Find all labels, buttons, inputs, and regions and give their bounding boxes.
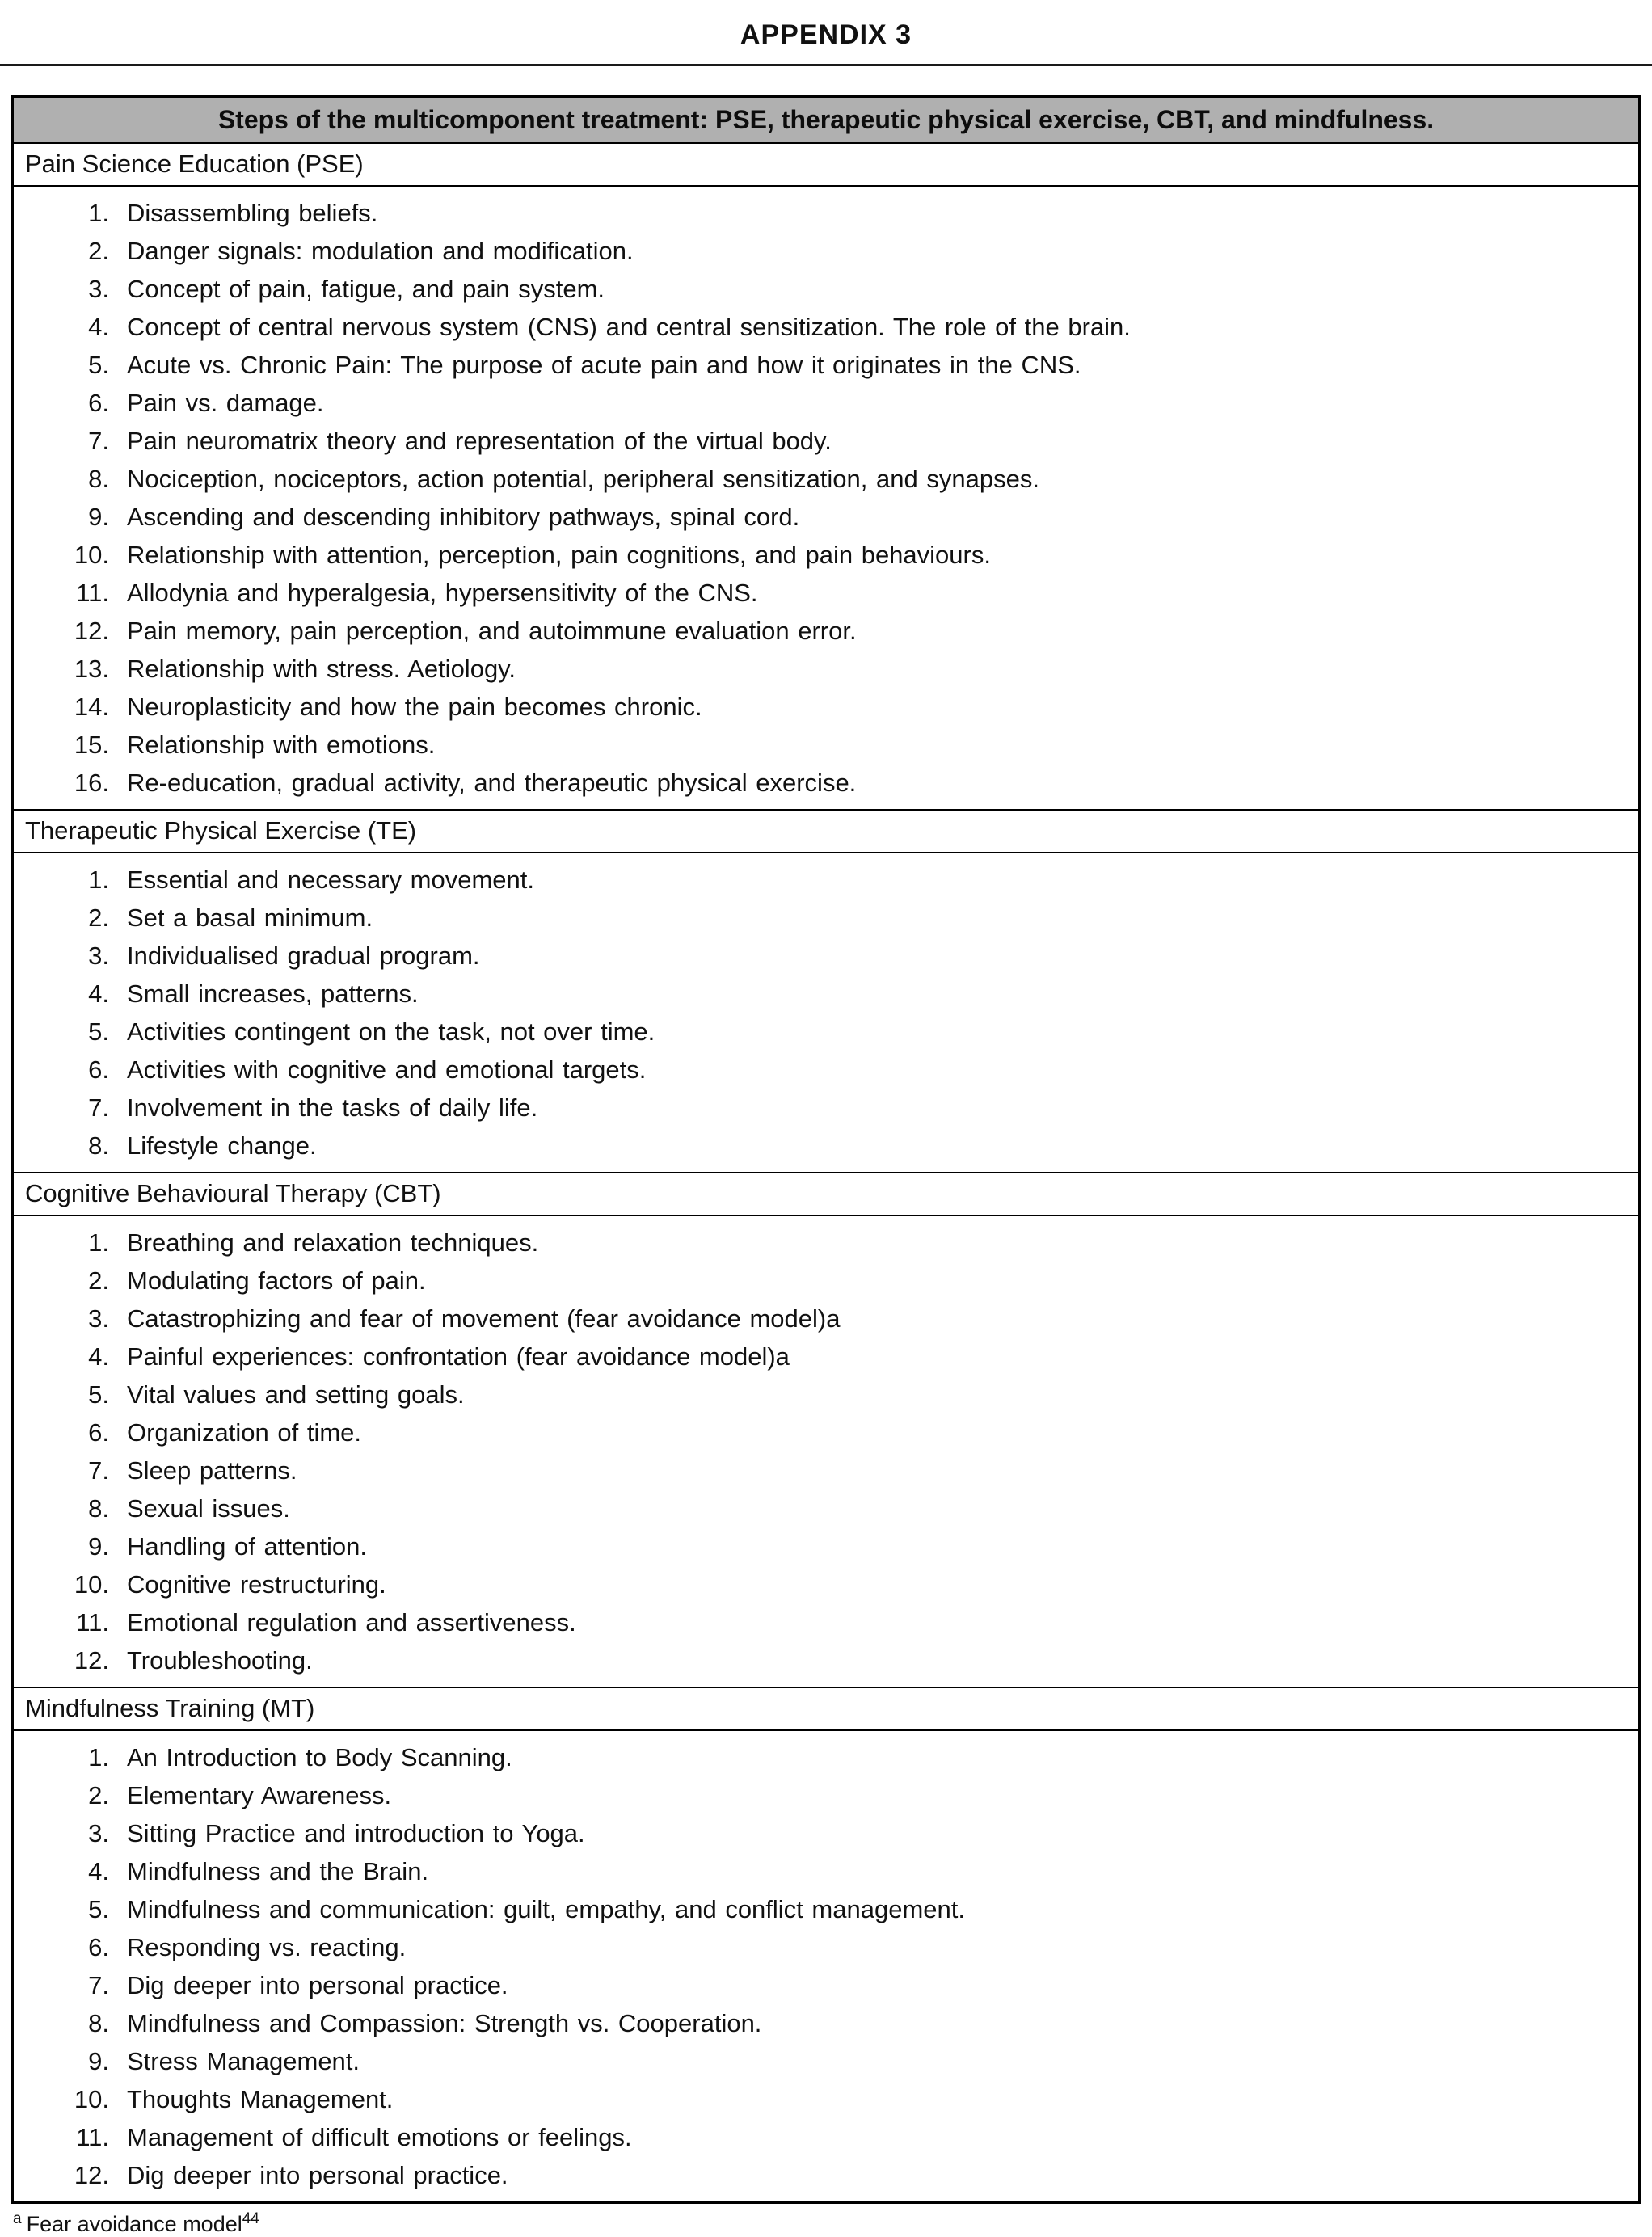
list-item-number: 12. [74,617,109,645]
list-item [14,764,1627,802]
list-item-number: 9. [88,503,109,531]
list-item [14,2080,1627,2118]
list-item-text: Activities contingent on the task, not over time. [127,1017,655,1046]
list-item-text: An Introduction to Body Scanning. [127,1743,512,1771]
section-item-list [14,187,1638,809]
list-item [14,688,1627,726]
list-item-number: 1. [88,199,109,227]
list-item-text: Catastrophizing and fear of movement (fear avoidance model)a [127,1304,841,1333]
list-item-text: Stress Management. [127,2047,360,2075]
footnote-citation: 44 [242,2210,259,2227]
list-item-number: 1. [88,866,109,894]
list-item [14,1300,1627,1338]
list-item-text: Ascending and descending inhibitory pathways, spinal cord. [127,503,800,531]
list-item-text: Relationship with attention, perception, pain cognitions, and pain behaviours. [127,541,991,569]
footnote-text: Fear avoidance model [26,2212,242,2236]
list-item [14,1375,1627,1413]
list-item [14,1814,1627,1852]
list-item-number: 13. [74,655,109,683]
list-item-text: Small increases, patterns. [127,979,419,1008]
list-item-number: 4. [88,1342,109,1371]
list-item-text: Mindfulness and communication: guilt, empathy, and conflict management. [127,1895,965,1923]
list-item-text: Set a basal minimum. [127,904,373,932]
list-item [14,270,1627,308]
list-item [14,1051,1627,1089]
list-item [14,1338,1627,1375]
list-item-number: 7. [88,1971,109,1999]
table-sections [14,144,1638,2201]
table-header: Steps of the multicomponent treatment: PSE, therapeutic physical exercise, CBT, and mindfulness. [14,98,1638,144]
list-item-number: 5. [88,1380,109,1409]
list-item-number: 11. [76,579,109,607]
list-item [14,1776,1627,1814]
list-item-text: Breathing and relaxation techniques. [127,1228,539,1257]
list-item-number: 12. [74,2161,109,2189]
list-item [14,1413,1627,1451]
list-item [14,2156,1627,2194]
list-item-text: Neuroplasticity and how the pain becomes chronic. [127,693,702,721]
list-item [14,937,1627,975]
list-item [14,650,1627,688]
list-item-text: Involvement in the tasks of daily life. [127,1093,538,1122]
list-item-number: 6. [88,1933,109,1961]
list-item-number: 6. [88,389,109,417]
list-item-text: Concept of pain, fatigue, and pain system. [127,275,605,303]
list-item [14,346,1627,384]
title-divider [0,64,1652,66]
section-item-list [14,1216,1638,1687]
list-item [14,2004,1627,2042]
list-item-text: Relationship with emotions. [127,731,436,759]
page-title: APPENDIX 3 [740,19,912,50]
section-title: Therapeutic Physical Exercise (TE) [14,809,1638,853]
list-item-text: Essential and necessary movement. [127,866,534,894]
list-item-number: 5. [88,351,109,379]
list-item [14,1089,1627,1127]
list-item [14,384,1627,422]
list-item [14,1890,1627,1928]
list-item-text: Concept of central nervous system (CNS) and central sensitization. The role of the brain. [127,313,1131,341]
list-item-text: Elementary Awareness. [127,1781,392,1809]
list-item-text: Mindfulness and Compassion: Strength vs. Cooperation. [127,2009,762,2037]
list-item-text: Nociception, nociceptors, action potential, peripheral sensitization, and synapses. [127,465,1039,493]
list-item-text: Emotional regulation and assertiveness. [127,1608,576,1637]
section-item-list [14,1731,1638,2201]
list-item-number: 10. [74,1570,109,1599]
list-item [14,2042,1627,2080]
section-item-list [14,853,1638,1172]
list-item-number: 1. [88,1743,109,1771]
list-item-number: 3. [88,942,109,970]
list-item [14,1852,1627,1890]
list-item-number: 1. [88,1228,109,1257]
list-item [14,1451,1627,1489]
list-item-text: Painful experiences: confrontation (fear avoidance model)a [127,1342,790,1371]
list-item-text: Organization of time. [127,1418,362,1447]
list-item-text: Re-education, gradual activity, and therapeutic physical exercise. [127,769,857,797]
list-item-text: Troubleshooting. [127,1646,313,1675]
treatment-steps-table [11,95,1641,2204]
list-item-number: 6. [88,1418,109,1447]
list-item [14,1013,1627,1051]
list-item-number: 3. [88,275,109,303]
list-item-text: Responding vs. reacting. [127,1933,407,1961]
list-item-number: 9. [88,2047,109,2075]
list-item-text: Lifestyle change. [127,1131,317,1160]
list-item [14,460,1627,498]
list-item-text: Activities with cognitive and emotional targets. [127,1055,647,1084]
list-item-number: 14. [74,693,109,721]
list-item-number: 3. [88,1304,109,1333]
list-item-number: 16. [74,769,109,797]
list-item [14,975,1627,1013]
list-item-number: 10. [74,541,109,569]
list-item-number: 7. [88,1456,109,1485]
list-item-number: 7. [88,1093,109,1122]
list-item-text: Thoughts Management. [127,2085,394,2113]
section-title: Mindfulness Training (MT) [14,1687,1638,1731]
footnote [13,2210,1652,2237]
list-item-text: Cognitive restructuring. [127,1570,386,1599]
list-item [14,1603,1627,1641]
list-item-number: 4. [88,979,109,1008]
list-item-number: 4. [88,313,109,341]
list-item [14,1928,1627,1966]
list-item [14,1489,1627,1527]
list-item-number: 2. [88,904,109,932]
list-item-number: 5. [88,1017,109,1046]
list-item [14,1127,1627,1165]
list-item-number: 11. [76,1608,109,1637]
list-item-text: Modulating factors of pain. [127,1266,426,1295]
list-item-number: 10. [74,2085,109,2113]
list-item-number: 8. [88,1131,109,1160]
footnote-marker: a [13,2210,22,2227]
list-item [14,726,1627,764]
list-item [14,1966,1627,2004]
list-item [14,536,1627,574]
list-item-number: 8. [88,2009,109,2037]
list-item [14,1262,1627,1300]
list-item-text: Relationship with stress. Aetiology. [127,655,516,683]
list-item [14,1224,1627,1262]
list-item-number: 7. [88,427,109,455]
list-item-number: 15. [74,731,109,759]
list-item-text: Disassembling beliefs. [127,199,378,227]
list-item-number: 11. [76,2123,109,2151]
list-item-number: 2. [88,1266,109,1295]
section-title: Pain Science Education (PSE) [14,144,1638,187]
list-item-text: Pain neuromatrix theory and representation of the virtual body. [127,427,832,455]
list-item-text: Sleep patterns. [127,1456,297,1485]
list-item [14,232,1627,270]
list-item-text: Vital values and setting goals. [127,1380,465,1409]
list-item [14,574,1627,612]
list-item-text: Pain memory, pain perception, and autoimmune evaluation error. [127,617,857,645]
list-item-number: 2. [88,237,109,265]
list-item [14,308,1627,346]
list-item-number: 8. [88,1494,109,1523]
list-item-number: 5. [88,1895,109,1923]
list-item-text: Dig deeper into personal practice. [127,2161,508,2189]
section-title: Cognitive Behavioural Therapy (CBT) [14,1172,1638,1216]
list-item-text: Management of difficult emotions or feelings. [127,2123,632,2151]
list-item [14,1565,1627,1603]
list-item [14,899,1627,937]
list-item-number: 8. [88,465,109,493]
list-item-number: 2. [88,1781,109,1809]
list-item-number: 4. [88,1857,109,1885]
list-item-text: Pain vs. damage. [127,389,324,417]
list-item-number: 3. [88,1819,109,1847]
list-item [14,2118,1627,2156]
list-item-text: Dig deeper into personal practice. [127,1971,508,1999]
list-item-text: Allodynia and hyperalgesia, hypersensitivity of the CNS. [127,579,758,607]
list-item [14,194,1627,232]
list-item-text: Acute vs. Chronic Pain: The purpose of acute pain and how it originates in the CNS. [127,351,1081,379]
list-item [14,861,1627,899]
list-item-text: Handling of attention. [127,1532,367,1561]
list-item-number: 6. [88,1055,109,1084]
list-item [14,498,1627,536]
list-item-text: Danger signals: modulation and modification. [127,237,634,265]
list-item [14,612,1627,650]
list-item [14,422,1627,460]
list-item-text: Individualised gradual program. [127,942,480,970]
list-item [14,1527,1627,1565]
list-item-text: Mindfulness and the Brain. [127,1857,429,1885]
list-item [14,1641,1627,1679]
list-item-number: 12. [74,1646,109,1675]
list-item [14,1738,1627,1776]
list-item-text: Sexual issues. [127,1494,290,1523]
list-item-text: Sitting Practice and introduction to Yoga. [127,1819,585,1847]
list-item-number: 9. [88,1532,109,1561]
